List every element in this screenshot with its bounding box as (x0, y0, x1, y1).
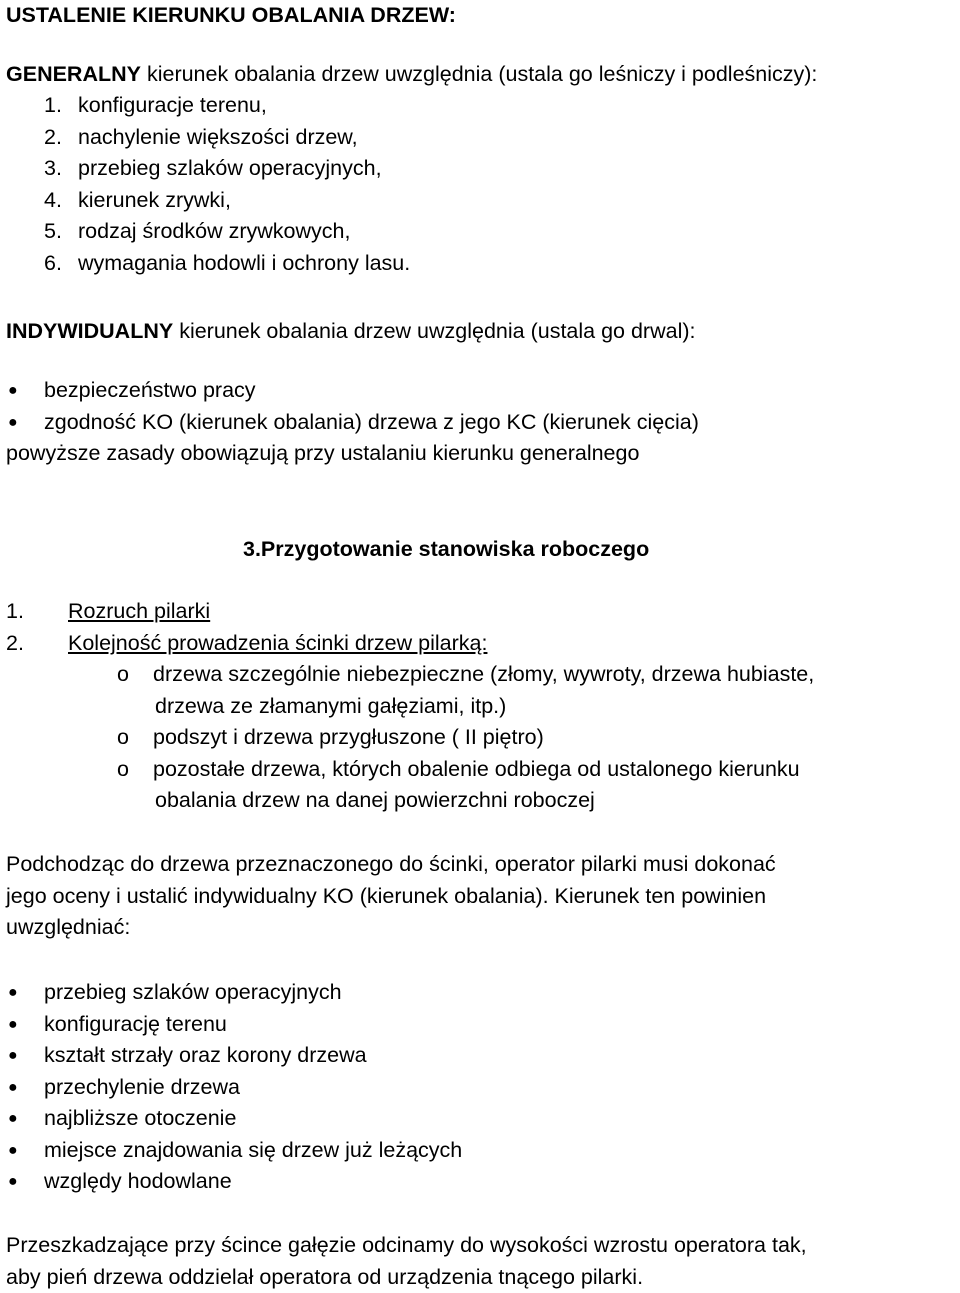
sub-item: o drzewa szczególnie niebezpieczne (złomy, wywroty, drzewa hubiaste, (117, 662, 815, 686)
section3-list (6, 596, 487, 659)
individual-intro: INDYWIDUALNY kierunek obalania drzew uwzględnia (ustala go drwal): (6, 319, 696, 343)
list-item: 2. nachylenie większości drzew, (44, 124, 358, 149)
list-item: ● bezpieczeństwo pracy (6, 375, 699, 407)
individual-list (6, 375, 699, 438)
list-item: ● kształt strzały oraz korony drzewa (6, 1040, 462, 1072)
list-item: ● przechylenie drzewa (6, 1072, 462, 1104)
bullet-icon: ● (8, 1015, 18, 1033)
list-item: 1. konfiguracje terenu, (44, 93, 267, 117)
general-intro: GENERALNY kierunek obalania drzew uwzględnia (ustala go leśniczy i podleśniczy): (6, 62, 818, 86)
list-item: 5. rodzaj środków zrywkowych, (44, 219, 351, 243)
sub-item: o pozostałe drzewa, których obalenie odbiega od ustalonego kierunku (117, 756, 800, 781)
sub-item-cont: drzewa ze złamanymi gałęziami, itp.) (155, 693, 507, 718)
bullet-icon: ● (8, 1078, 18, 1096)
list-item: ● konfigurację terenu (6, 1009, 462, 1041)
list-item: 4. kierunek zrywki, (44, 187, 231, 212)
individual-note: powyższe zasady obowiązują przy ustalaniu kierunku generalnego (6, 441, 640, 465)
approach-paragraph: Podchodząc do drzewa przeznaczonego do ścinki, operator pilarki musi dokonać jego oceny i ustalić indywidualny KO (kierunek obalania). Kierunek ten powinien uwzględniać: (6, 852, 776, 939)
page-title: USTALENIE KIERUNKU OBALANIA DRZEW: (6, 3, 456, 27)
list-item: 6. wymagania hodowli i ochrony lasu. (44, 250, 411, 275)
list-item: ● najbliższe otoczenie (6, 1103, 462, 1135)
list-item: ● miejsce znajdowania się drzew już leżących (6, 1135, 462, 1167)
bullet-icon: ● (8, 1173, 18, 1190)
bullet-icon: ● (8, 1047, 18, 1064)
bullet-icon: ● (8, 1141, 18, 1159)
list-item: ● względy hodowlane (6, 1166, 462, 1198)
bullet-icon: ● (8, 382, 18, 399)
list-item: 2. Kolejność prowadzenia ścinki drzew pilarką: (6, 630, 488, 655)
list-item: 1. Rozruch pilarki (6, 599, 211, 623)
section3-sublist (117, 659, 814, 817)
general-list (44, 90, 410, 279)
sub-item-cont: obalania drzew na danej powierzchni roboczej (155, 788, 595, 812)
bullet-icon: ● (8, 984, 18, 1001)
list-item: 3. przebieg szlaków operacyjnych, (44, 156, 382, 180)
bullet-icon: ● (8, 1110, 18, 1127)
sub-item: o podszyt i drzewa przygłuszone ( II piętro) (117, 725, 544, 749)
list-item: ● przebieg szlaków operacyjnych (6, 977, 462, 1009)
approach-list (6, 977, 462, 1198)
list-item: ● zgodność KO (kierunek obalania) drzewa z jego KC (kierunek cięcia) (6, 407, 699, 439)
bullet-icon: ● (8, 413, 18, 431)
closing-paragraph: Przeszkadzające przy ścince gałęzie odcinamy do wysokości wzrostu operatora tak, aby pień drzewa oddzielał operatora od urządzenia tnącego pilarki. (6, 1233, 807, 1289)
section-heading: 3.Przygotowanie stanowiska roboczego (243, 537, 650, 561)
